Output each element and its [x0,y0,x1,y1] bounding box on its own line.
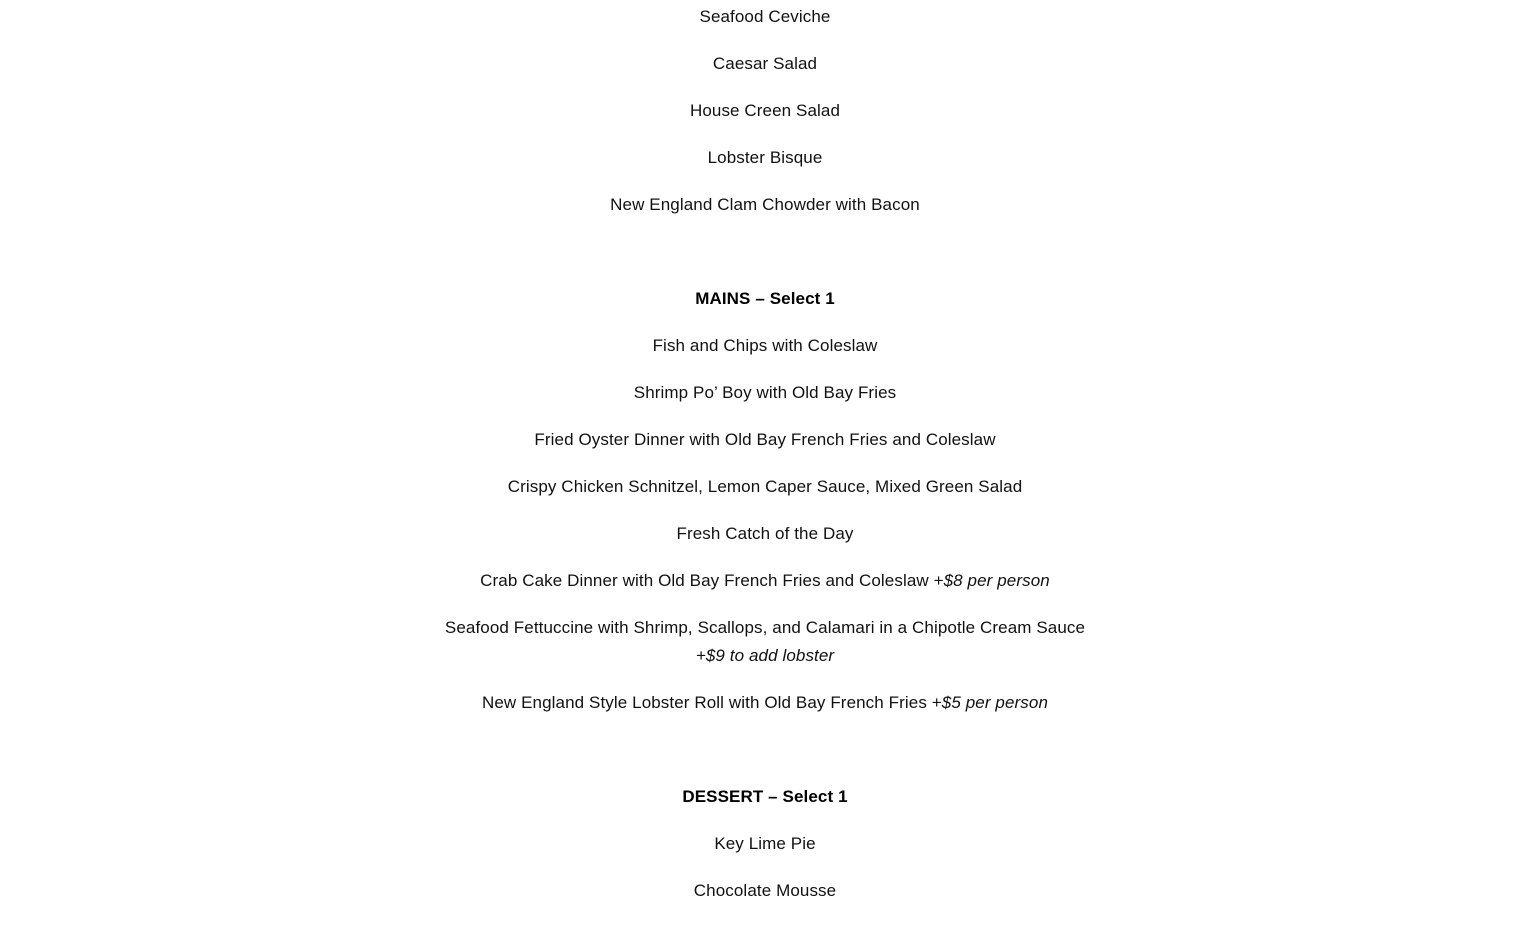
menu-item-lobster-roll [0,691,1530,715]
menu-item-chocolate-mousse: Chocolate Mousse [693,881,837,900]
crab-cake-price: $8 per person [943,571,1050,590]
menu-item-chicken-schnitzel: Crispy Chicken Schnitzel, Lemon Caper Sauce, Mixed Green Salad [507,477,1023,496]
menu-item-shrimp-po-boy: Shrimp Po’ Boy with Old Bay Fries [633,383,897,402]
menu-item-fried-oyster: Fried Oyster Dinner with Old Bay French Fries and Coleslaw [534,430,996,449]
fettuccine-addon-price: +$9 to add lobster [695,646,835,665]
menu-item-caesar-salad: Caesar Salad [712,54,818,73]
mains-heading: MAINS – Select 1 [695,289,835,308]
menu-item-seafood-ceviche: Seafood Ceviche [699,7,831,26]
menu-item-lobster-bisque: Lobster Bisque [707,148,823,167]
menu-item-clam-chowder: New England Clam Chowder with Bacon [610,195,920,214]
lobster-roll-text: New England Style Lobster Roll with Old Bay French Fries + [481,693,942,712]
menu-item-key-lime-pie: Key Lime Pie [714,834,816,853]
menu-item-fish-and-chips: Fish and Chips with Coleslaw [652,336,878,355]
menu-item-house-green-salad: House Creen Salad [689,101,841,120]
crab-cake-text: Crab Cake Dinner with Old Bay French Fries and Coleslaw + [480,571,944,590]
menu-item-crab-cake [0,569,1530,593]
menu-item-seafood-fettuccine: Seafood Fettuccine with Shrimp, Scallops, and Calamari in a Chipotle Cream Sauce [444,618,1086,637]
lobster-roll-price: $5 per person [941,693,1049,712]
menu-item-fresh-catch: Fresh Catch of the Day [676,524,854,543]
dessert-heading: DESSERT – Select 1 [682,787,848,806]
